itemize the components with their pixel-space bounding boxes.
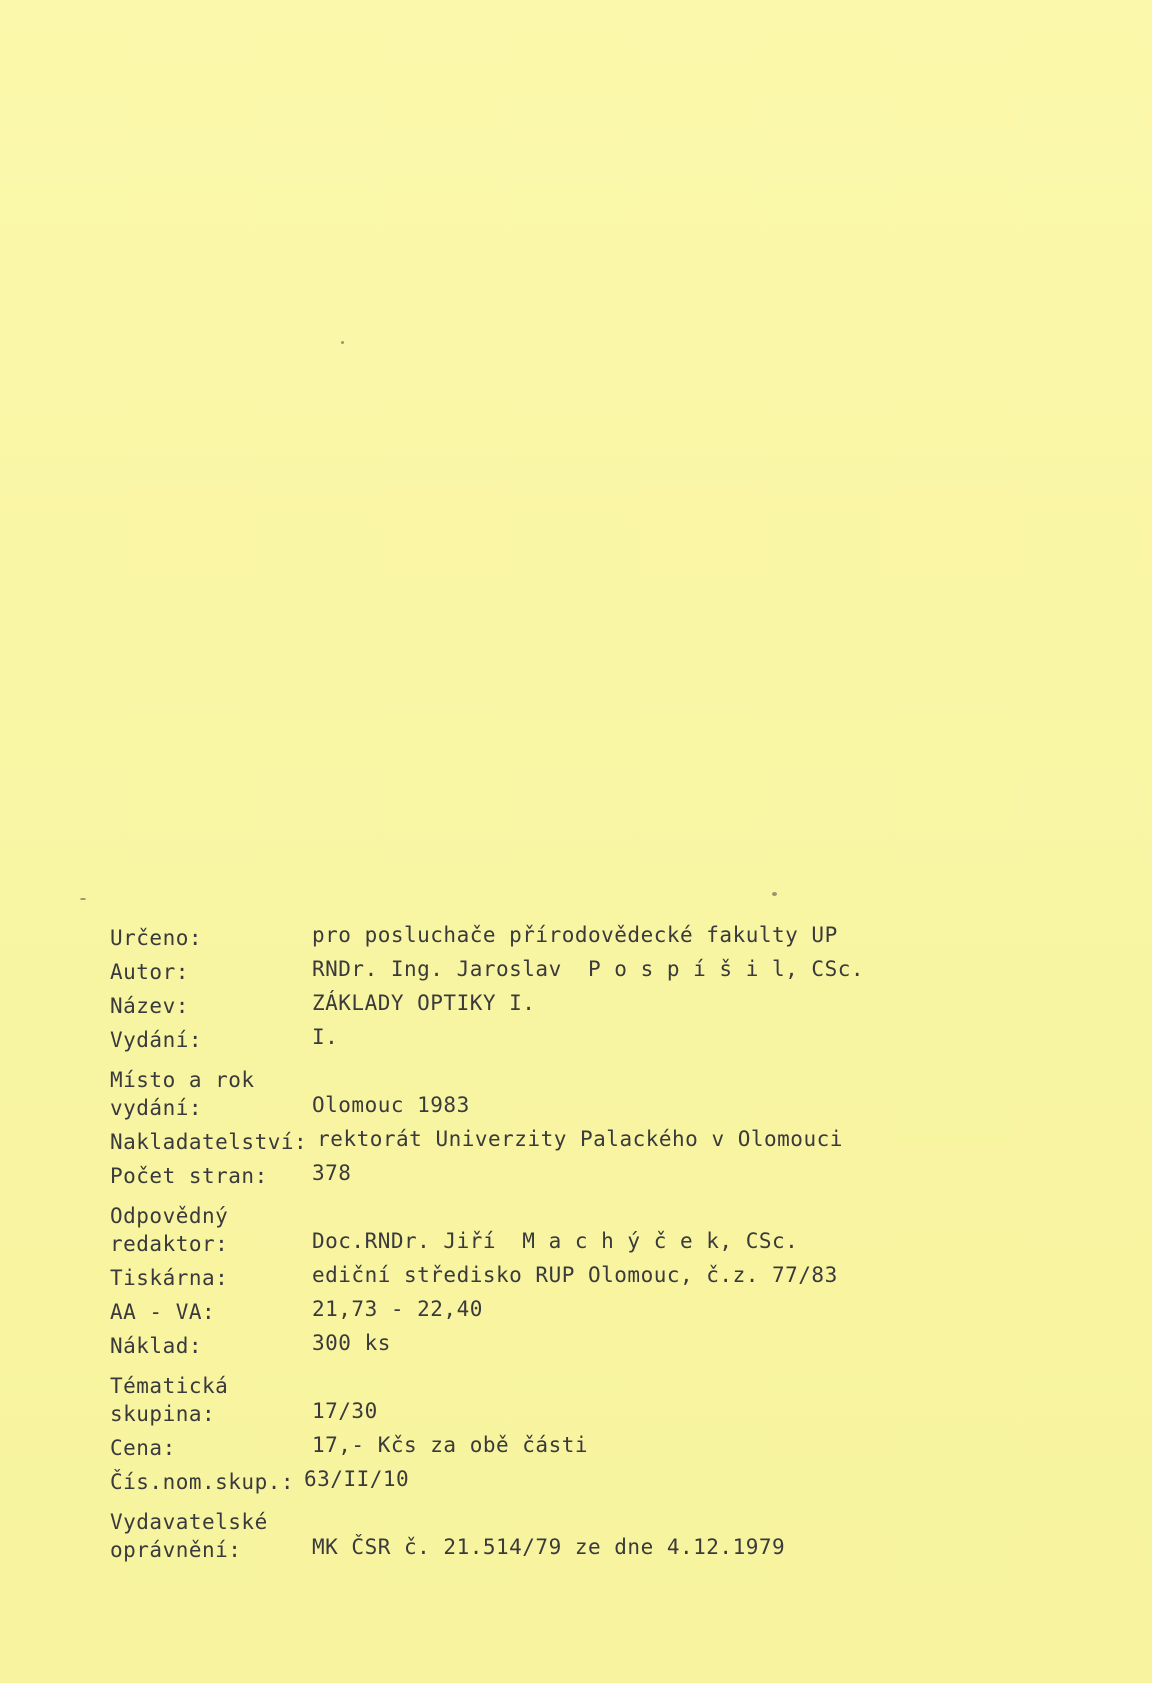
pocet-label: Počet stran:	[110, 1164, 268, 1188]
colophon-row-nazev	[110, 986, 1010, 1020]
autor-value: RNDr. Ing. Jaroslav P o s p í š i l, CSc.	[312, 957, 865, 981]
nazev-value: ZÁKLADY OPTIKY I.	[312, 991, 536, 1015]
vydani-label: Vydání:	[110, 1028, 203, 1052]
aava-label: AA - VA:	[110, 1300, 216, 1324]
pocet-value: 378	[312, 1161, 352, 1185]
colophon-row-redaktor	[110, 1190, 1010, 1258]
colophon-row-pocet	[110, 1156, 1010, 1190]
vydani-value: I.	[312, 1025, 339, 1049]
aava-value: 21,73 - 22,40	[312, 1297, 483, 1321]
colophon-row-misto	[110, 1054, 1010, 1122]
colophon-block	[110, 918, 1010, 1564]
cena-label: Cena:	[110, 1436, 176, 1460]
colophon-row-autor	[110, 952, 1010, 986]
paper-speck	[341, 341, 344, 344]
misto-label: Místo a rok vydání:	[110, 1068, 255, 1120]
colophon-row-urceno	[110, 918, 1010, 952]
colophon-row-naklad	[110, 1326, 1010, 1360]
redaktor-value: Doc.RNDr. Jiří M a c h ý č e k, CSc.	[312, 1229, 799, 1253]
misto-value: Olomouc 1983	[312, 1093, 470, 1117]
tematicka-value: 17/30	[312, 1399, 378, 1423]
autor-label: Autor:	[110, 960, 189, 984]
urceno-value: pro posluchače přírodovědecké fakulty UP	[312, 923, 838, 947]
tiskarna-label: Tiskárna:	[110, 1266, 229, 1290]
nazev-label: Název:	[110, 994, 189, 1018]
opravneni-label: Vydavatelské oprávnění:	[110, 1510, 268, 1562]
opravneni-value: MK ČSR č. 21.514/79 ze dne 4.12.1979	[312, 1535, 786, 1559]
colophon-row-vydani	[110, 1020, 1010, 1054]
redaktor-label: Odpovědný redaktor:	[110, 1204, 229, 1256]
naklad-value: 300 ks	[312, 1331, 391, 1355]
cena-value: 17,- Kčs za obě části	[312, 1433, 589, 1457]
paper-speck	[80, 898, 86, 900]
colophon-row-opravneni	[110, 1496, 1010, 1564]
cisnom-value: 63/II/10	[304, 1467, 410, 1491]
urceno-label: Určeno:	[110, 926, 203, 950]
naklad-label: Náklad:	[110, 1334, 203, 1358]
colophon-row-nakladatelstvi	[110, 1122, 1010, 1156]
colophon-row-aava	[110, 1292, 1010, 1326]
colophon-row-cisnom	[110, 1462, 1010, 1496]
colophon-row-tiskarna	[110, 1258, 1010, 1292]
cisnom-label: Čís.nom.skup.:	[110, 1470, 295, 1494]
nakladatelstvi-label: Nakladatelství:	[110, 1130, 308, 1154]
nakladatelstvi-value: rektorát Univerzity Palackého v Olomouci	[317, 1127, 843, 1151]
paper-speck	[772, 892, 777, 896]
colophon-row-cena	[110, 1428, 1010, 1462]
tiskarna-value: ediční středisko RUP Olomouc, č.z. 77/83	[312, 1263, 838, 1287]
tematicka-label: Tématická skupina:	[110, 1374, 229, 1426]
colophon-row-tematicka	[110, 1360, 1010, 1428]
